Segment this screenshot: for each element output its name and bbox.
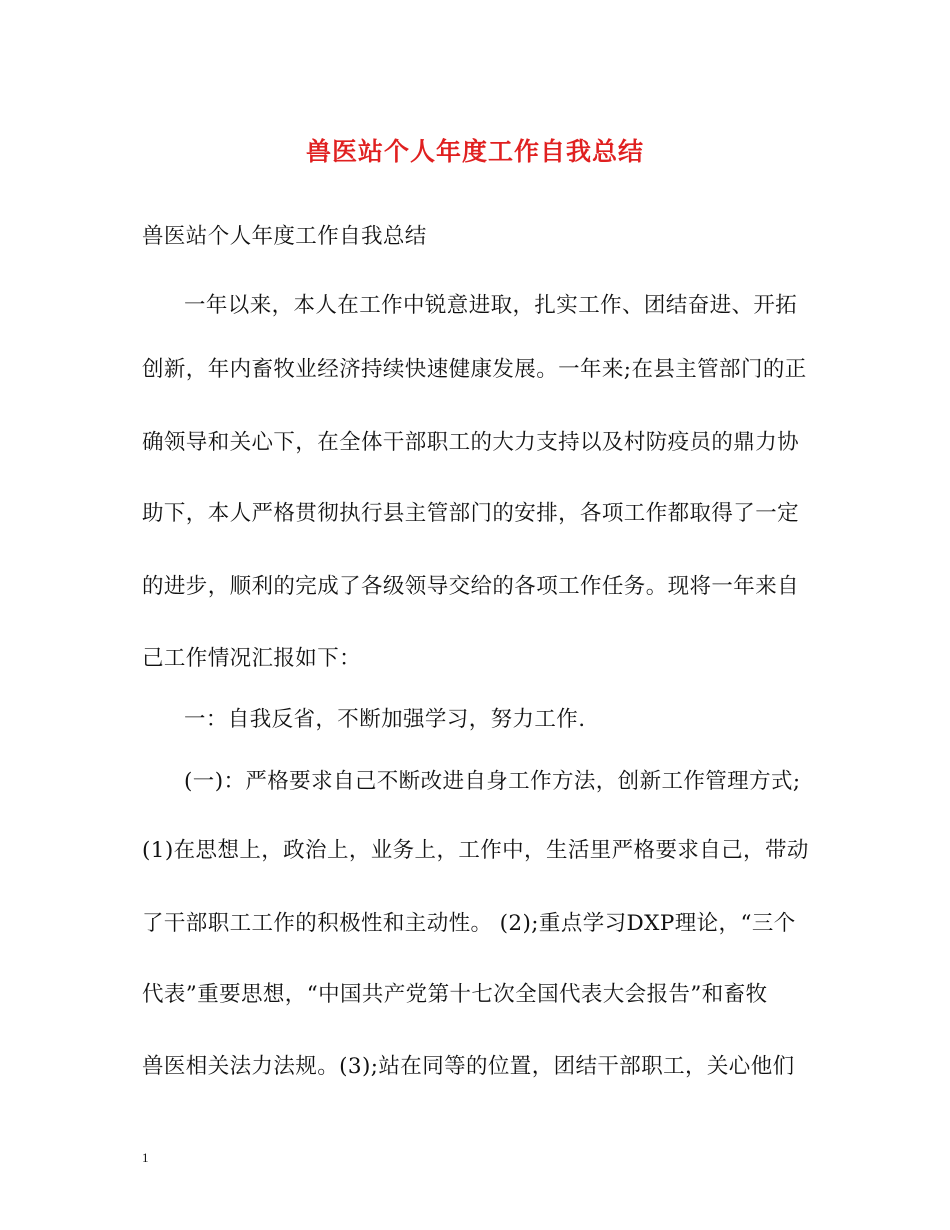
text-line-heading: 一：自我反省，不断加强学习，努力工作. [184,707,586,732]
text-line-subtitle: 兽医站个人年度工作自我总结 [142,224,427,249]
text-line: 兽医相关法力法规。(3);站在同等的位置，团结干部职工，关心他们 [142,1054,795,1079]
text-line: 一年以来，本人在工作中锐意进取，扎实工作、团结奋进、开拓 [184,293,798,318]
text-line: 代表”重要思想，“中国共产党第十七次全国代表大会报告”和畜牧 [142,982,768,1007]
text-line: (1)在思想上，政治上，业务上，工作中，生活里严格要求自己，带动 [142,838,809,863]
text-line: 了干部职工工作的积极性和主动性。 (2);重点学习DXP理论，“三个 [142,911,796,936]
text-line: 创新，年内畜牧业经济持续快速健康发展。一年来;在县主管部门的正 [142,357,807,382]
text-line-subheading: (一)：严格要求自己不断改进自身工作方法，创新工作管理方式; [184,769,801,794]
text-line: 助下，本人严格贯彻执行县主管部门的安排，各项工作都取得了一定 [142,501,800,526]
text-line: 己工作情况汇报如下： [142,646,362,671]
page-number: 1 [142,1150,149,1165]
text-line: 的进步，顺利的完成了各级领导交给的各项工作任务。现将一年来自 [142,574,800,599]
text-line: 确领导和关心下，在全体干部职工的大力支持以及村防疫员的鼎力协 [142,430,800,455]
document-title: 兽医站个人年度工作自我总结 [305,137,644,166]
